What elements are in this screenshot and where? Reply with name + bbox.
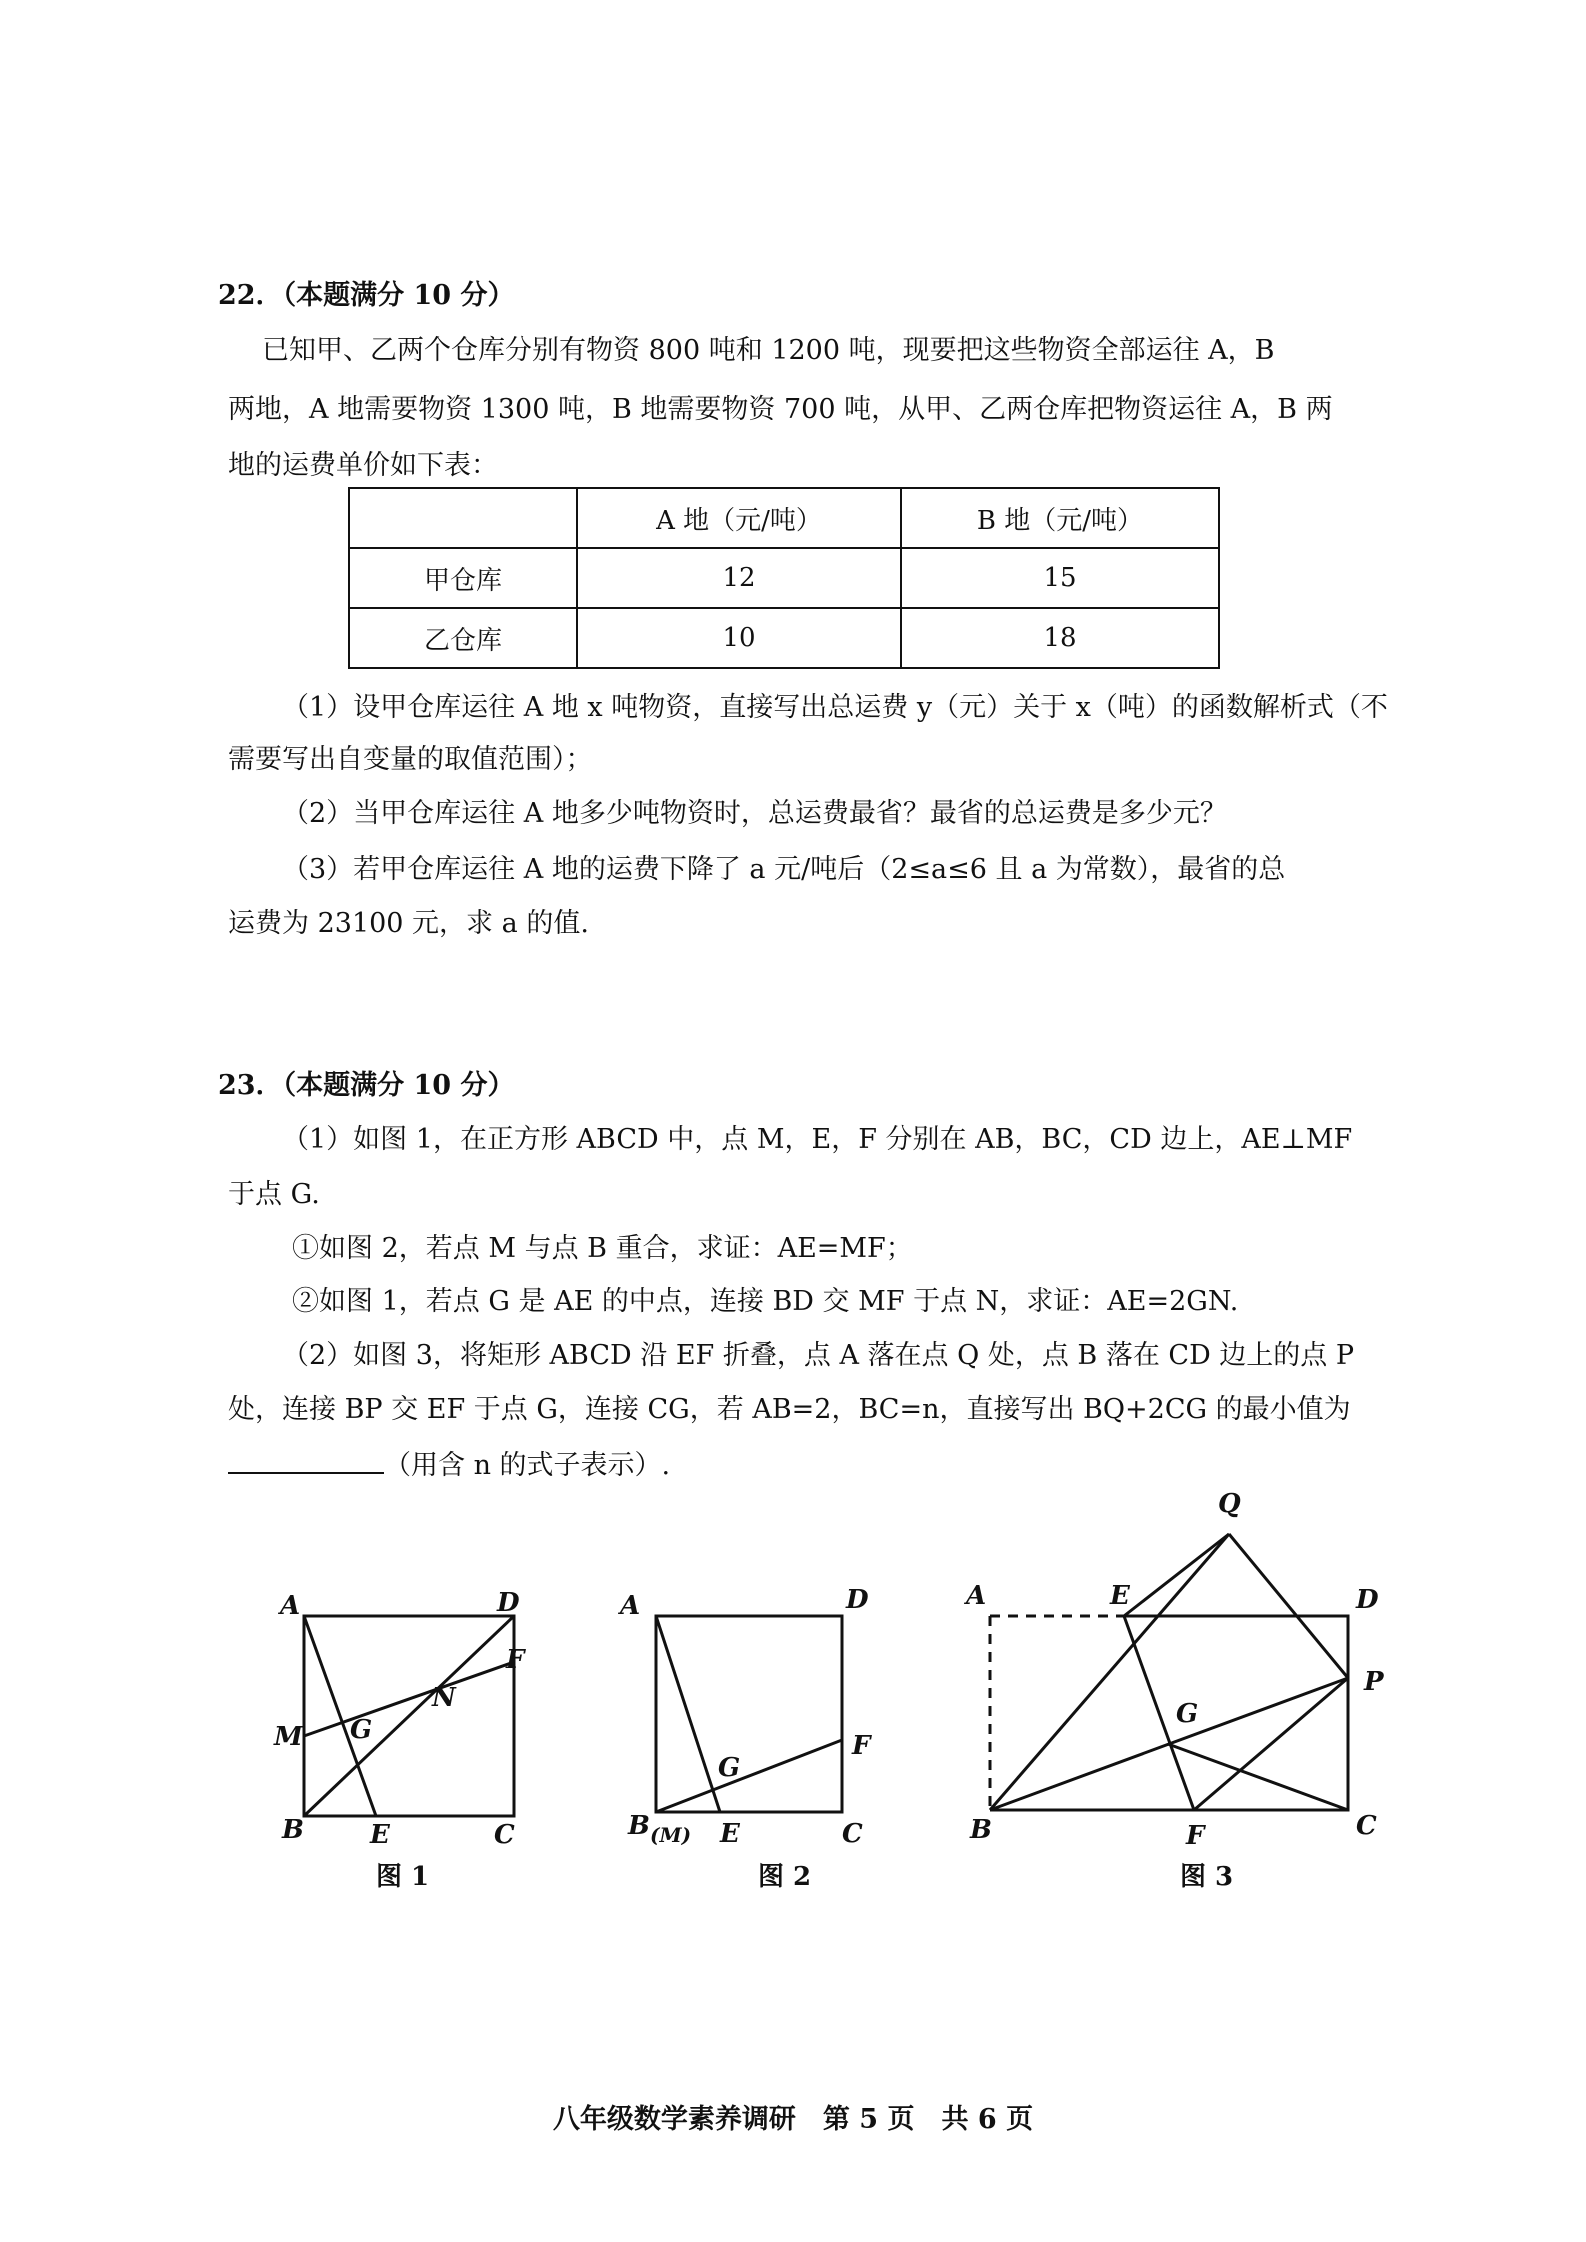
table-cell: 12 xyxy=(577,548,901,608)
fig2-label: C xyxy=(842,1819,863,1849)
q23-sub1: ①如图 2，若点 M 与点 B 重合，求证：AE=MF； xyxy=(292,1233,913,1264)
fig1-label: C xyxy=(494,1820,515,1850)
fig3-segment-bq xyxy=(990,1534,1229,1810)
fig2-label: B xyxy=(628,1811,650,1841)
page-footer: 八年级数学素养调研 第 5 页 共 6 页 xyxy=(552,2104,1034,2135)
fig3-rect-sides xyxy=(990,1616,1348,1810)
q22-intro-line3: 地的运费单价如下表： xyxy=(228,450,498,481)
q22-part3-line2: 运费为 23100 元，求 a 的值. xyxy=(228,908,589,939)
fig2-label: (M) xyxy=(650,1823,692,1847)
fig3-label: F xyxy=(1186,1821,1205,1851)
fig3-label: G xyxy=(1176,1699,1199,1729)
table-cell: 甲仓库 xyxy=(349,548,577,608)
q22-part1-line1: （1）设甲仓库运往 A 地 x 吨物资，直接写出总运费 y（元）关于 x（吨）的函数解析式（不 xyxy=(282,692,1388,723)
fig2-label: F xyxy=(852,1731,871,1761)
fig1-label: F xyxy=(506,1645,525,1675)
fig1-segment-bd xyxy=(304,1616,514,1816)
q23-sub2: ②如图 1，若点 G 是 AE 的中点，连接 BD 交 MF 于点 N，求证：AE=2GN. xyxy=(292,1286,1239,1317)
q22-intro-line1: 已知甲、乙两个仓库分别有物资 800 吨和 1200 吨，现要把这些物资全部运往 A，B xyxy=(262,335,1275,366)
fig1-label: G xyxy=(350,1715,373,1745)
fig3-label: Q xyxy=(1218,1489,1241,1519)
table-cell: 18 xyxy=(901,608,1219,668)
fig3-segment-qp xyxy=(1229,1534,1348,1678)
fig2-label: D xyxy=(846,1585,869,1615)
figure-1 xyxy=(273,1588,526,1850)
fig1-label: B xyxy=(282,1815,304,1845)
q22-part2: （2）当甲仓库运往 A 地多少吨物资时，总运费最省？最省的总运费是多少元？ xyxy=(282,798,1227,829)
q22-heading: 22．（本题满分 10 分） xyxy=(218,280,515,311)
fig3-label: B xyxy=(970,1815,992,1845)
fig1-label: N xyxy=(432,1683,456,1713)
fig1-segment-mf xyxy=(304,1662,514,1736)
fig2-square xyxy=(656,1616,842,1812)
q23-part2-line3: （用含 n 的式子表示）. xyxy=(384,1450,671,1481)
table-cell: 15 xyxy=(901,548,1219,608)
fig2-segment-mf xyxy=(656,1740,842,1812)
fig2-label: A xyxy=(620,1591,641,1621)
fig3-label: P xyxy=(1364,1667,1384,1697)
fig3-caption: 图 3 xyxy=(1180,1862,1234,1892)
table-header-cell: A 地（元/吨） xyxy=(577,488,901,548)
fig3-segment-eq xyxy=(1124,1534,1229,1616)
table-header-cell: B 地（元/吨） xyxy=(901,488,1219,548)
q22-part1-line2: 需要写出自变量的取值范围）； xyxy=(228,744,593,775)
figure-3 xyxy=(963,1489,1385,1851)
q22-part3-line1: （3）若甲仓库运往 A 地的运费下降了 a 元/吨后（2≤a≤6 且 a 为常数），最省的总 xyxy=(282,854,1286,885)
fig1-label: D xyxy=(497,1588,520,1618)
q22-intro-line2: 两地，A 地需要物资 1300 吨，B 地需要物资 700 吨，从甲、乙两仓库把物资运往 A，B 两 xyxy=(228,394,1333,425)
q23-heading: 23．（本题满分 10 分） xyxy=(218,1070,515,1101)
q23-part2-line1: （2）如图 3，将矩形 ABCD 沿 EF 折叠，点 A 落在点 Q 处，点 B 落在 CD 边上的点 P xyxy=(282,1340,1355,1371)
fig1-label: M xyxy=(274,1722,303,1752)
figure-2 xyxy=(617,1585,872,1849)
q23-part1-line2: 于点 G. xyxy=(228,1179,320,1210)
fig1-caption: 图 1 xyxy=(376,1862,430,1892)
fig1-label: E xyxy=(370,1820,390,1850)
fig3-label: E xyxy=(1110,1581,1130,1611)
fig1-label: A xyxy=(280,1591,301,1621)
fig3-label: C xyxy=(1356,1811,1377,1841)
fig3-segment-fp xyxy=(1194,1678,1348,1810)
q23-part1-line1: （1）如图 1，在正方形 ABCD 中，点 M，E，F 分别在 AB，BC，CD 边上，AE⊥MF xyxy=(282,1124,1353,1155)
table-cell: 乙仓库 xyxy=(349,608,577,668)
q23-part2-line2: 处，连接 BP 交 EF 于点 G，连接 CG，若 AB=2，BC=n，直接写出 BQ+2CG 的最小值为 xyxy=(228,1394,1351,1425)
fig2-segment-ae xyxy=(656,1616,720,1812)
fig2-label: G xyxy=(718,1753,741,1783)
fig2-label: E xyxy=(720,1819,740,1849)
fig3-label: D xyxy=(1356,1585,1379,1615)
fig3-label: A xyxy=(966,1581,987,1611)
fig2-caption: 图 2 xyxy=(758,1862,812,1892)
table-cell: 10 xyxy=(577,608,901,668)
